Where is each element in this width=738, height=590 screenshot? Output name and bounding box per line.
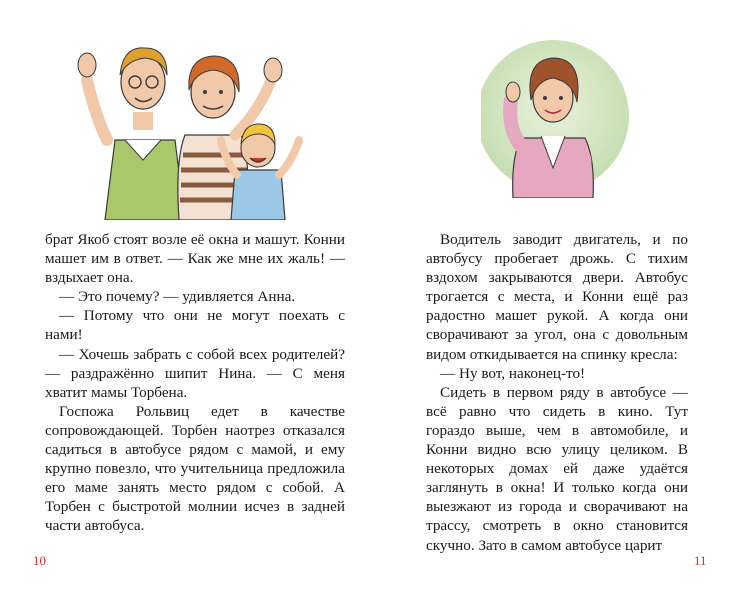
paragraph: — Это почему? — удивляется Анна. bbox=[59, 288, 296, 306]
paragraph: брат Якоб стоят возле её окна и машут. Конни машет им в ответ. — Как же мне их жаль! — вздыхает она. bbox=[45, 231, 345, 287]
family-waving-illustration bbox=[75, 20, 315, 220]
page-number-right: 11 bbox=[694, 553, 707, 568]
paragraph: — Ну вот, наконец-то! bbox=[440, 364, 586, 382]
right-page-text bbox=[426, 230, 688, 555]
paragraph: Госпожа Рольвиц едет в качестве сопровождающей. Торбен наотрез отказался садиться в автобусе рядом с мамой, и ему крупно повезло, что учительница предложила его маме занять место рядом с собой. А Торбен с быстротой молнии исчез в задней части автобуса. bbox=[45, 402, 345, 535]
paragraph: — Хочешь забрать с собой всех родителей? — раздражённо шипит Нина. — С меня хватит мамы Торбена. bbox=[45, 345, 345, 401]
paragraph: Водитель заводит двигатель, и по автобусу пробегает дрожь. С тихим вздохом закрываются двери. Автобус трогается с места, и Конни ещё раз радостно машет рукой. А когда они сворачивают за угол, она с довольным видом откидывается на спинку кресла: bbox=[426, 231, 688, 363]
page-number-left: 10 bbox=[33, 553, 46, 568]
paragraph: Сидеть в первом ряду в автобусе — всё равно что сидеть в кино. Тут гораздо выше, чем в автомобиле, и Конни видно всю улицу целиком. В некоторых домах ей даже удаётся заглянуть в окна! И только когда они выезжают из города и сворачивают на трассу, смотреть в окно становится скучно. Зато в самом автобусе царит bbox=[426, 383, 688, 554]
father-figure bbox=[78, 48, 185, 220]
left-page-text bbox=[45, 230, 345, 536]
teacher-illustration bbox=[481, 38, 631, 198]
paragraph: — Потому что они не могут поехать с нами! bbox=[45, 307, 345, 344]
